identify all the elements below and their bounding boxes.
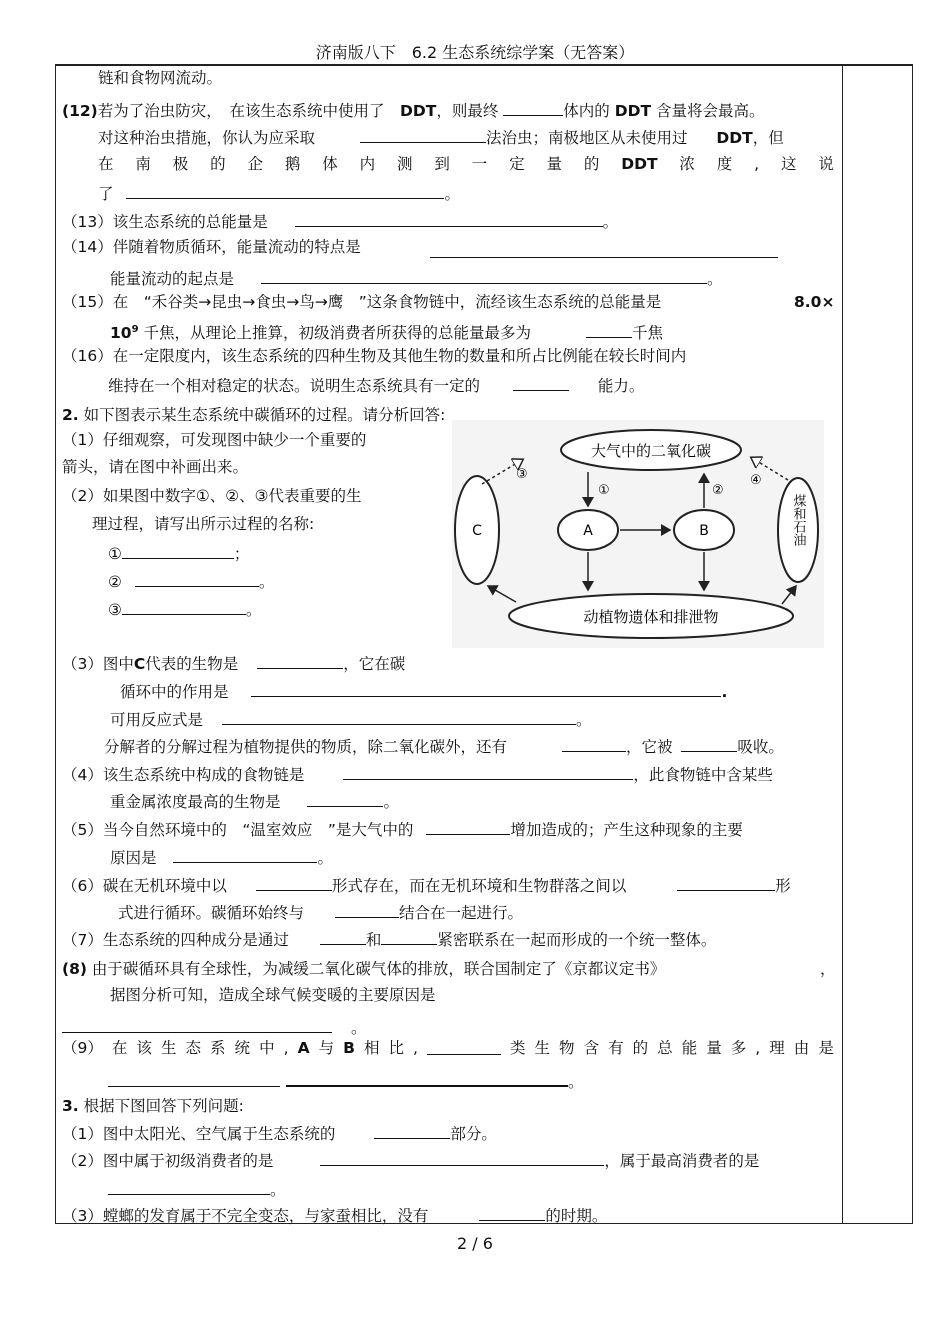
- page-number: 2 / 6: [457, 1234, 493, 1253]
- q14-text-b: 能量流动的起点是: [110, 270, 235, 288]
- q2-p9-char: ,: [283, 1039, 289, 1057]
- q12-line-3-char: 定: [509, 155, 525, 173]
- q2-p9-char: 含: [583, 1039, 600, 1057]
- q2-p9-char: 系: [210, 1039, 226, 1057]
- q2-p9-char: ,: [755, 1039, 761, 1057]
- q2-p4-blank-2[interactable]: [307, 790, 383, 807]
- q2-p7-blank-1[interactable]: [320, 928, 366, 945]
- q2-p5-line-2: [110, 846, 333, 868]
- q2-p2-answer-2: [108, 570, 274, 592]
- q12-line-4: [98, 182, 460, 204]
- q15-value: 8.0×: [794, 293, 835, 311]
- q2-p9-char: 统: [234, 1039, 251, 1057]
- q2-p8-text-a: 由于碳循环具有全球性，为减缓二氧化碳气体的排放，联合国制定了《京都议定书》: [91, 960, 666, 978]
- q2-p5-line-1: [62, 818, 743, 840]
- q3-p2-line-2: [108, 1178, 286, 1200]
- q3-p3-text-b: 的时期。: [545, 1207, 608, 1225]
- q12-text-c: 体内的: [563, 102, 610, 120]
- q2-p5-text-d: 。: [317, 849, 333, 867]
- q3-p3-blank[interactable]: [479, 1204, 545, 1221]
- q2-p6-line-1: [62, 874, 791, 896]
- q2-p5-text-c: 原因是: [110, 849, 157, 867]
- q2-p9-end: 。: [568, 1073, 584, 1091]
- q12-blank-2[interactable]: [360, 126, 486, 143]
- q2-p5-text-a: （5）当今自然环境中的 “温室效应 ”是大气中的: [62, 821, 414, 839]
- q2-p9-char: 态: [185, 1039, 201, 1057]
- q2-p9-line-1: [62, 1038, 834, 1058]
- q3-p3-line: [62, 1204, 607, 1226]
- q2-p2-end-2: 。: [258, 573, 275, 591]
- q12-line-2-ddt: DDT: [716, 129, 753, 147]
- q2-title: [62, 405, 445, 425]
- q15-text-a: （15）在 “禾谷类→昆虫→食虫→鸟→鹰 ”这条食物链中，流经该生态系统的总能量是: [62, 293, 662, 311]
- q2-p3-text-d: ，它在碳: [343, 655, 406, 673]
- q12-ddt-2: DDT: [614, 102, 652, 120]
- q2-p3-c: C: [133, 655, 146, 673]
- q12-line-3-char: 浓: [679, 155, 695, 173]
- q2-title-text: 如下图表示某生态系统中碳循环的过程。请分析回答:: [83, 406, 446, 424]
- q2-p8-end: 。: [350, 1019, 367, 1037]
- q12-text-b: ，则最终: [436, 102, 499, 120]
- q2-p5-blank-1[interactable]: [426, 818, 510, 835]
- q2-p7-line: [62, 928, 716, 950]
- q2-p3-blank-5[interactable]: [681, 735, 737, 752]
- q2-p3-text-g: 可用反应式是: [110, 711, 204, 729]
- q13-text: （13）该生态系统的总能量是: [62, 213, 268, 231]
- q2-p6-blank-2[interactable]: [677, 874, 775, 891]
- q2-p8-comma: ，: [820, 960, 836, 978]
- remains-label: 动植物遗体和排泄物: [583, 608, 719, 626]
- q2-p9-blank-2[interactable]: [286, 1069, 568, 1087]
- q2-p9-char: 的: [632, 1039, 649, 1057]
- q2-number: 2.: [62, 406, 79, 424]
- q2-p2-line-1: （2）如果图中数字①、②、③代表重要的生: [62, 487, 362, 505]
- node-c-label: C: [472, 523, 482, 539]
- q2-p9-char: 与: [318, 1039, 335, 1057]
- q12-line-3-char: 鹅: [284, 155, 301, 173]
- q12-line-3-char: 到: [434, 155, 450, 173]
- q16-line-2: [108, 374, 644, 396]
- q3-number: 3.: [62, 1097, 79, 1115]
- q2-p4-blank-1[interactable]: [343, 763, 633, 780]
- q2-p3-text-i: 分解者的分解过程为植物提供的物质，除二氧化碳外，还有: [104, 738, 508, 756]
- q2-p9-char: 总: [657, 1039, 673, 1057]
- q2-p2-answer-3: [108, 598, 261, 620]
- q12-line-3-char: ,: [754, 155, 760, 173]
- label-3: ③: [516, 467, 528, 482]
- q2-p9-char: A: [297, 1039, 310, 1057]
- q3-p1-text-a: （1）图中太阳光、空气属于生态系统的: [62, 1125, 336, 1143]
- q15-text-b: 千焦，从理论上推算，初级消费者所获得的总能量最多为: [143, 324, 531, 343]
- q15-blank[interactable]: [586, 321, 632, 338]
- q13-end: 。: [602, 213, 619, 231]
- q3-p2-text-a: （2）图中属于初级消费者的是: [62, 1152, 274, 1170]
- q2-p6-text-b: 形式存在，而在无机环境和生物群落之间以: [331, 877, 627, 895]
- q12-line-1: [62, 99, 765, 121]
- q2-p2-blank-3[interactable]: [122, 598, 246, 615]
- q2-p7-text-a: （7）生态系统的四种成分是通过: [62, 931, 289, 949]
- q2-p9-blank-main[interactable]: [427, 1038, 501, 1055]
- q2-p5-blank-2[interactable]: [173, 846, 317, 863]
- q14-blank-2[interactable]: [261, 267, 707, 284]
- q2-p9-char: 中: [259, 1039, 275, 1057]
- q12-ddt: DDT: [400, 102, 437, 120]
- q12-line-3-char: 企: [247, 155, 264, 173]
- q2-p1-line-2: 箭头，请在图中补画出来。: [62, 458, 249, 476]
- q2-p7-blank-2[interactable]: [381, 928, 437, 945]
- q2-p6-text-e: 结合在一起进行。: [398, 904, 523, 922]
- q2-p8-line-1: [62, 959, 665, 979]
- q2-p3-line-3: [110, 708, 591, 730]
- q2-p9-char: 比: [388, 1039, 404, 1057]
- q2-p2-num-3: ③: [108, 601, 122, 619]
- q2-p3-text-b: 代表的生物是: [145, 655, 239, 673]
- q12-line-3-char: DDT: [621, 155, 658, 173]
- q14-line-1: [62, 237, 361, 257]
- q1-line-0: 链和食物网流动。: [98, 69, 223, 87]
- q2-p3-blank-3[interactable]: [222, 708, 576, 725]
- q12-blank-1[interactable]: [503, 99, 563, 116]
- q2-p9-char: 该: [136, 1039, 152, 1057]
- q3-title: [62, 1096, 244, 1116]
- q2-p9-char: 生: [160, 1039, 177, 1057]
- q2-p4-text-c: 重金属浓度最高的生物是: [110, 793, 281, 811]
- q2-p1-line-1: （1）仔细观察，可发现图中缺少一个重要的: [62, 431, 367, 449]
- node-a-label: A: [583, 523, 593, 539]
- q15-exponent: 9: [131, 324, 139, 335]
- q15-ten: 10: [110, 324, 132, 343]
- q2-p3-text-j: ，它被: [625, 738, 673, 756]
- q2-p2-blank-2[interactable]: [135, 570, 259, 587]
- q14-line-2: [110, 267, 722, 289]
- q2-p6-text-a: （6）碳在无机环境中以: [62, 877, 227, 895]
- q2-p3-line-4: [104, 735, 784, 757]
- q13-blank[interactable]: [295, 210, 603, 227]
- q16-text-c: 能力。: [597, 377, 645, 395]
- q2-p3-blank-2[interactable]: [251, 680, 721, 697]
- q12-line-2-text-a: 对这种治虫措施，你认为应采取: [98, 129, 316, 147]
- atmosphere-co2-label: 大气中的二氧化碳: [590, 442, 712, 460]
- q12-line-3-char: 在: [98, 155, 114, 173]
- q12-line-2-text-b: 法治虫；南极地区从未使用过: [485, 129, 688, 147]
- q2-p8-line-3: [62, 1016, 366, 1038]
- q2-p3-text-f: .: [721, 683, 728, 701]
- q16-text-b: 维持在一个相对稳定的状态。说明生态系统具有一定的: [108, 377, 481, 395]
- q2-p2-end-1: ；: [233, 545, 250, 563]
- q3-p2-text-b: ，属于最高消费者的是: [604, 1152, 760, 1170]
- q16-line-1: （16）在一定限度内，该生态系统的四种生物及其他生物的数量和所占比例能在较长时间内: [62, 347, 687, 365]
- q12-line-3-char: 一: [471, 155, 488, 173]
- q2-p2-blank-1[interactable]: [122, 542, 234, 559]
- q15-line-2: [110, 320, 663, 343]
- q2-p7-text-c: 紧密联系在一起而形成的一个统一整体。: [437, 931, 717, 949]
- q2-p3-line-1: [62, 652, 405, 674]
- q12-text-a: 若为了治虫防灾， 在该生态系统中使用了: [97, 102, 401, 120]
- q12-line-4-end: 。: [444, 185, 460, 203]
- q2-p9-char: 相: [363, 1039, 380, 1057]
- q14-blank-1[interactable]: [430, 241, 778, 258]
- q2-p9-char: 理: [769, 1039, 785, 1057]
- q12-line-3-char: 这: [780, 155, 797, 173]
- q2-p8-line-2: 据图分析可知，造成全球气候变暖的主要原因是: [110, 986, 436, 1004]
- q2-p8-blank[interactable]: [62, 1016, 332, 1033]
- q2-p3-line-2: [120, 680, 727, 702]
- q2-p2-line-2: 理过程，请写出所示过程的名称:: [92, 515, 315, 533]
- q2-p3-text-h: 。: [575, 711, 592, 729]
- q2-p2-end-3: 。: [245, 601, 262, 619]
- q3-p2-line-1: [62, 1149, 759, 1171]
- q2-p3-text-a: （3）图中: [62, 655, 134, 673]
- q2-p9-line-2: [108, 1069, 584, 1092]
- q12-number: (12): [62, 102, 98, 120]
- q12-line-4-text: 了: [98, 185, 114, 203]
- q3-p3-text-a: （3）螳螂的发育属于不完全变态，与家蚕相比，没有: [62, 1207, 429, 1225]
- q2-p6-line-2: [118, 901, 523, 923]
- q15-line-1: [62, 292, 661, 312]
- q2-p2-answer-1: [108, 542, 249, 564]
- q3-p1-blank[interactable]: [374, 1122, 450, 1139]
- page-header: 济南版八下 6.2 生态系统综学案（无答案）: [315, 43, 635, 62]
- q2-p6-blank-3[interactable]: [335, 901, 399, 918]
- q2-p9-char: 能: [681, 1039, 698, 1057]
- q12-line-3-char: 南: [135, 155, 151, 173]
- q2-p7-text-b: 和: [365, 931, 382, 949]
- q12-line-3-char: 内: [359, 155, 376, 173]
- q12-line-3-char: 的: [583, 155, 600, 173]
- q2-p2-num-1: ①: [108, 545, 122, 563]
- q2-p6-text-d: 式进行循环。碳循环始终与: [118, 904, 305, 922]
- q2-p9-char: 有: [608, 1039, 624, 1057]
- q2-p3-text-k: 吸收。: [737, 738, 784, 756]
- q12-line-3-char: 体: [322, 155, 338, 173]
- q3-p2-blank-2[interactable]: [108, 1178, 270, 1195]
- q2-p3-blank-1[interactable]: [257, 652, 343, 669]
- label-2: ②: [712, 483, 724, 498]
- q13-line: [62, 210, 618, 232]
- q2-p9-char: 由: [793, 1039, 810, 1057]
- q2-p9-char: B: [343, 1039, 355, 1057]
- q2-p3-blank-4[interactable]: [562, 735, 626, 752]
- q2-p2-num-2: ②: [108, 573, 122, 591]
- q3-p2-blank-1[interactable]: [320, 1149, 604, 1166]
- q2-p9-char: 在: [111, 1039, 128, 1057]
- q2-p8-number: (8): [62, 960, 87, 978]
- q2-p9-char: 多: [730, 1039, 747, 1057]
- q12-line-3-char: 量: [546, 155, 563, 173]
- q12-blank-3[interactable]: [126, 182, 444, 199]
- q12-line-3-char: 的: [210, 155, 226, 173]
- q2-p3-text-e: 循环中的作用是: [120, 683, 229, 701]
- q16-blank[interactable]: [513, 374, 569, 391]
- q12-line-2: [98, 126, 784, 148]
- q2-p9-char: 物: [559, 1039, 575, 1057]
- q2-p9-char: 是: [818, 1039, 834, 1057]
- q2-p4-text-b: ，此食物链中含某些: [633, 766, 773, 784]
- q15-text-c: 千焦: [631, 324, 663, 343]
- q3-p1-line: [62, 1122, 497, 1144]
- q14-text: （14）伴随着物质循环，能量流动的特点是: [62, 238, 361, 256]
- q2-p4-text-a: （4）该生态系统中构成的食物链是: [62, 766, 305, 784]
- q3-p2-end: 。: [270, 1181, 286, 1199]
- q2-p9-char: （9）: [62, 1039, 103, 1057]
- q2-p9-char: ,: [413, 1039, 418, 1057]
- q12-line-2-text-c: ，但: [752, 129, 784, 147]
- carbon-cycle-diagram: [452, 420, 824, 648]
- q2-p9-blank-1[interactable]: [108, 1070, 280, 1087]
- table-column-divider: [842, 64, 843, 1224]
- coal-oil-label: 煤和石油: [790, 494, 806, 546]
- q12-line-3-char: 极: [172, 155, 189, 173]
- q2-p6-text-c: 形: [775, 877, 791, 895]
- q3-title-text: 根据下图回答下列问题:: [83, 1097, 244, 1115]
- label-1: ①: [598, 483, 610, 498]
- q2-p6-blank-1[interactable]: [256, 874, 332, 891]
- q12-line-3: [98, 154, 834, 174]
- node-b-label: B: [699, 523, 709, 539]
- q2-p4-line-1: [62, 763, 773, 785]
- label-4: ④: [750, 473, 762, 488]
- q3-p1-text-b: 部分。: [450, 1125, 497, 1143]
- q2-p5-text-b: 增加造成的；产生这种现象的主要: [510, 821, 743, 839]
- q12-line-3-char: 度: [716, 155, 733, 173]
- q14-end: 。: [706, 270, 723, 288]
- q12-line-3-char: 说: [818, 155, 834, 173]
- q2-p4-text-d: 。: [383, 793, 399, 811]
- q2-p9-char: 量: [706, 1039, 722, 1057]
- q2-p4-line-2: [110, 790, 399, 812]
- q2-p9-char: 生: [534, 1039, 551, 1057]
- q2-p9-char: 类: [509, 1039, 526, 1057]
- q12-line-3-char: 测: [397, 155, 413, 173]
- q12-text-d: 含量将会最高。: [655, 102, 765, 120]
